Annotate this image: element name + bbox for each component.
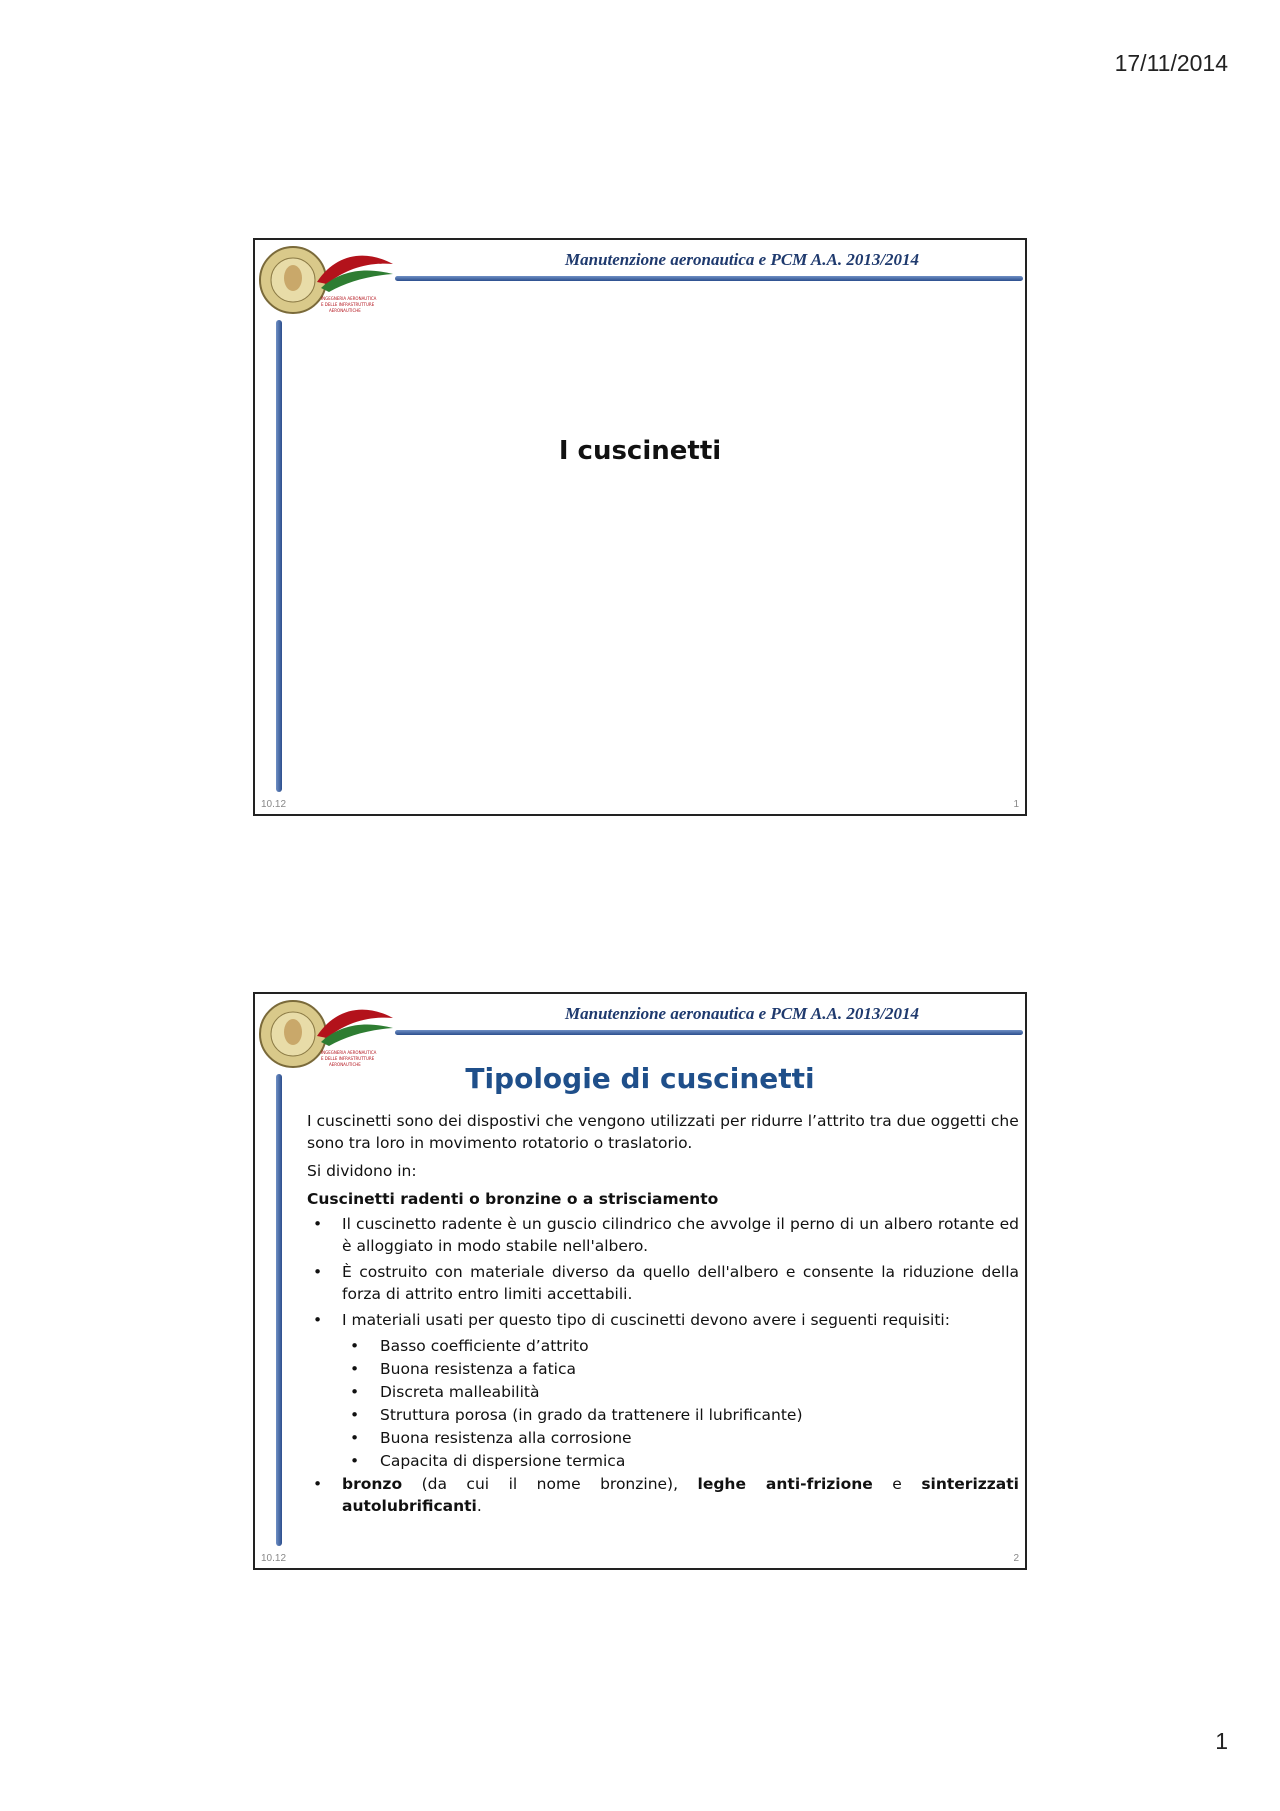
svg-text:INGEGNERIA AERONAUTICA: INGEGNERIA AERONAUTICA [321, 296, 377, 301]
svg-text:AERONAUTICHE: AERONAUTICHE [329, 1062, 361, 1067]
slide-1 [253, 238, 1027, 816]
list-item: • Basso coefficiente d’attrito [307, 1335, 1019, 1357]
section-subheading: Cuscinetti radenti o bronzine o a strisciamento [307, 1190, 719, 1208]
text-segment: (da cui il nome bronzine), [402, 1475, 698, 1493]
slide-title: Tipologie di cuscinetti [465, 1062, 815, 1095]
svg-text:E DELLE INFRASTRUTTURE: E DELLE INFRASTRUTTURE [321, 302, 375, 307]
list-item: • Buona resistenza a fatica [307, 1358, 1019, 1380]
side-rule [276, 1074, 282, 1546]
slide-footer-date: 10.12 [261, 1553, 287, 1564]
slide-2 [253, 992, 1027, 1570]
list-item: • È costruito con materiale diverso da quello dell'albero e consente la riduzione della forza di attrito entro limiti accettabili. [307, 1261, 1019, 1305]
header-rule [395, 1030, 1023, 1035]
text-segment: . [476, 1497, 482, 1515]
page-date: 17/11/2014 [1114, 50, 1228, 76]
side-rule [276, 320, 282, 792]
list-item-text: I materiali usati per questo tipo di cuscinetti devono avere i seguenti requisiti: [342, 1311, 950, 1329]
list-item: • Capacita di dispersione termica [307, 1450, 1019, 1472]
slide-number: 2 [1013, 1553, 1019, 1564]
list-item [307, 1309, 1019, 1331]
list-item [307, 1473, 1019, 1517]
header-rule [395, 276, 1023, 281]
term-sinterizzati: sinterizzati autolubrificanti [342, 1475, 1019, 1515]
slide-footer-date: 10.12 [261, 799, 287, 810]
slide-content [307, 1110, 1019, 1521]
term-leghe: leghe anti-frizione [697, 1475, 873, 1493]
slide-title: I cuscinetti [558, 436, 722, 466]
list-item: • Discreta malleabilità [307, 1381, 1019, 1403]
slide-header: Manutenzione aeronautica e PCM A.A. 2013/2014 [565, 1004, 920, 1023]
page-number: 1 [1215, 1728, 1228, 1754]
slide-number: 1 [1013, 799, 1019, 810]
intro-paragraph: I cuscinetti sono dei dispostivi che vengono utilizzati per ridurre l’attrito tra due oggetti che sono tra loro in movimento rotatorio o traslatorio. [307, 1112, 1019, 1152]
divide-line: Si dividono in: [307, 1162, 417, 1180]
materials-bullet [307, 1473, 1019, 1517]
svg-text:INGEGNERIA AERONAUTICA: INGEGNERIA AERONAUTICA [321, 1050, 377, 1055]
list-item: • Buona resistenza alla corrosione [307, 1427, 1019, 1449]
university-logo [257, 242, 397, 320]
term-bronzo: bronzo [342, 1475, 403, 1493]
slide-header: Manutenzione aeronautica e PCM A.A. 2013/2014 [565, 250, 920, 269]
text-segment: e [872, 1475, 922, 1493]
svg-text:AERONAUTICHE: AERONAUTICHE [329, 308, 361, 313]
svg-text:E DELLE INFRASTRUTTURE: E DELLE INFRASTRUTTURE [321, 1056, 375, 1061]
list-item: • Il cuscinetto radente è un guscio cilindrico che avvolge il perno di un albero rotante ed è alloggiato in modo stabile nell'albero. [307, 1213, 1019, 1257]
bullet-list [307, 1213, 1019, 1331]
list-item: • Struttura porosa (in grado da trattenere il lubrificante) [307, 1404, 1019, 1426]
requirements-list [307, 1335, 1019, 1472]
